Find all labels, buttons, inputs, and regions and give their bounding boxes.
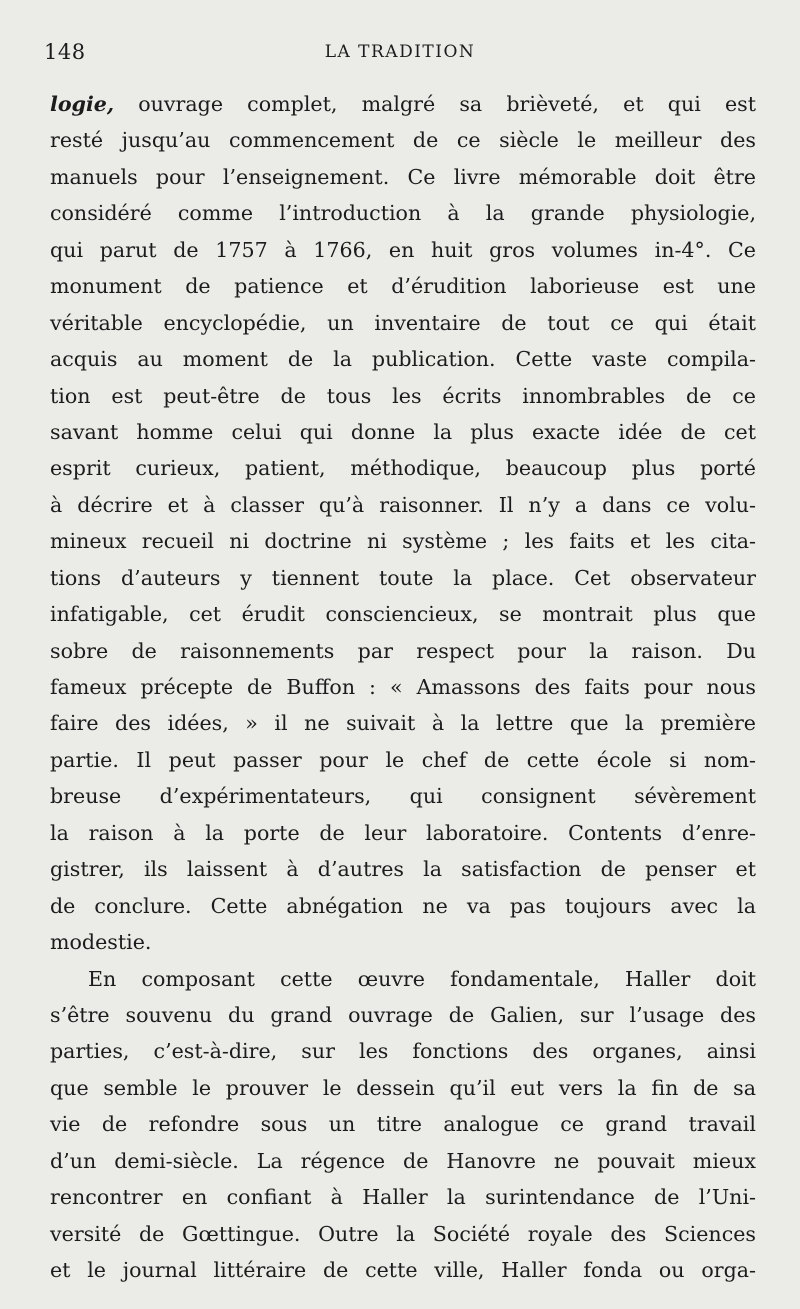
page-header — [44, 40, 756, 74]
text-line: mineux recueil ni doctrine ni système ; les faits et les cita- — [50, 529, 756, 554]
page-number: 148 — [44, 40, 86, 64]
text-line: modestie. — [50, 930, 152, 955]
text-line: partie. Il peut passer pour le chef de cette école si nom- — [50, 747, 756, 772]
body-text — [50, 86, 756, 1288]
text-line: parties, c’est-à-dire, sur les fonctions des organes, ainsi — [50, 1039, 756, 1064]
text-line: gistrer, ils laissent à d’autres la satisfaction de penser et — [50, 857, 756, 882]
text-line: resté jusqu’au commencement de ce siècle le meilleur des — [50, 128, 756, 153]
text-line: faire des idées, » il ne suivait à la lettre que la première — [50, 711, 756, 736]
text-line: tions d’auteurs y tiennent toute la place. Cet observateur — [50, 565, 756, 590]
text-line: acquis au moment de la publication. Cette vaste compila- — [50, 347, 756, 372]
text-line: véritable encyclopédie, un inventaire de tout ce qui était — [50, 310, 756, 335]
text-line-content: ouvrage complet, malgré sa brièveté, et qui est — [114, 92, 756, 116]
paragraph — [50, 86, 756, 961]
text-line: vie de refondre sous un titre analogue ce grand travail — [50, 1112, 756, 1137]
text-line: manuels pour l’enseignement. Ce livre mémorable doit être — [50, 164, 756, 189]
text-line: à décrire et à classer qu’à raisonner. Il n’y a dans ce volu- — [50, 492, 756, 517]
text-line: infatigable, cet érudit consciencieux, se montrait plus que — [50, 602, 756, 627]
italic-word: logie, — [50, 92, 115, 116]
text-line: monument de patience et d’érudition laborieuse est une — [50, 274, 756, 299]
text-line: et le journal littéraire de cette ville, Haller fonda ou orga- — [50, 1258, 756, 1282]
text-line: de conclure. Cette abnégation ne va pas toujours avec la — [50, 893, 756, 918]
paragraph — [50, 961, 756, 1289]
text-line: d’un demi-siècle. La régence de Hanovre ne pouvait mieux — [50, 1148, 756, 1173]
text-line: versité de Gœttingue. Outre la Société royale des Sciences — [50, 1221, 756, 1246]
text-line: que semble le prouver le dessein qu’il eut vers la fin de sa — [50, 1075, 756, 1100]
text-line: qui parut de 1757 à 1766, en huit gros volumes in-4°. Ce — [50, 237, 756, 262]
text-line: s’être souvenu du grand ouvrage de Galien, sur l’usage des — [50, 1002, 756, 1027]
text-line: esprit curieux, patient, méthodique, beaucoup plus porté — [50, 456, 756, 481]
text-line: rencontrer en confiant à Haller la surintendance de l’Uni- — [50, 1185, 756, 1210]
text-line: sobre de raisonnements par respect pour la raison. Du — [50, 638, 756, 663]
text-line: breuse d’expérimentateurs, qui consignent sévèrement — [50, 784, 756, 809]
text-line: En composant cette œuvre fondamentale, Haller doit — [88, 966, 756, 991]
text-line: considéré comme l’introduction à la grande physiologie, — [50, 201, 756, 226]
running-title: LA TRADITION — [324, 42, 476, 62]
text-line: la raison à la porte de leur laboratoire. Contents d’enre- — [50, 820, 756, 845]
text-line: fameux précepte de Buffon : « Amassons des faits pour nous — [50, 675, 756, 699]
text-line — [50, 86, 756, 122]
text-line: tion est peut-être de tous les écrits innombrables de ce — [50, 383, 756, 408]
text-line: savant homme celui qui donne la plus exacte idée de cet — [50, 419, 756, 444]
